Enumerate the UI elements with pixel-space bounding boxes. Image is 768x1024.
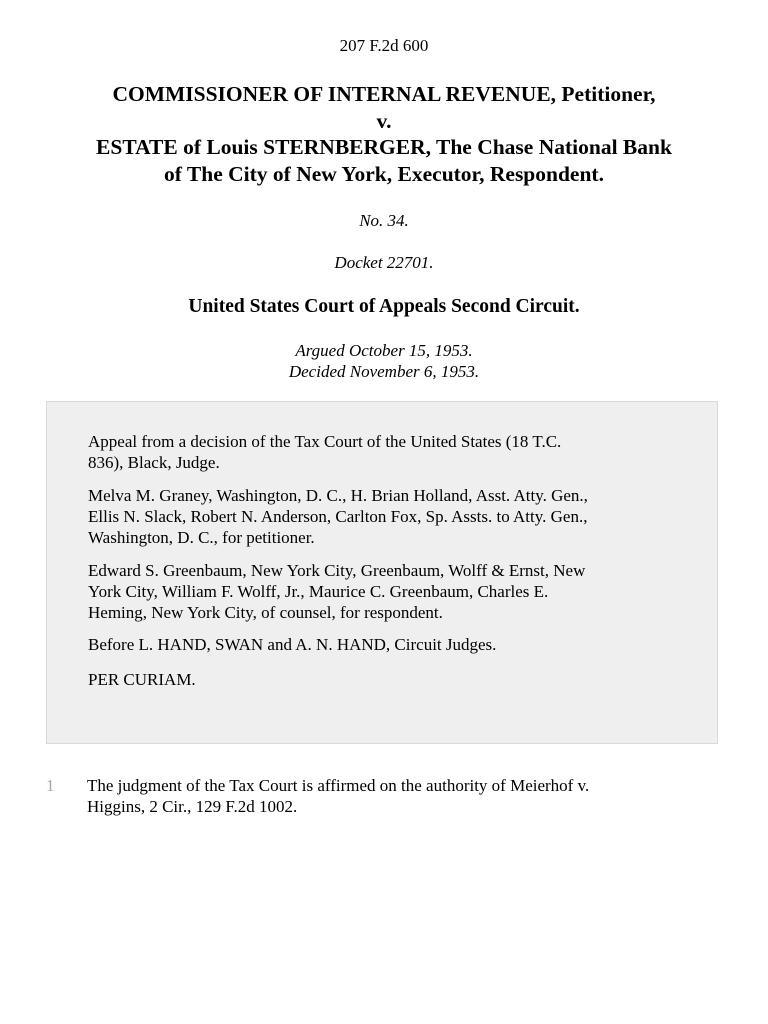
decided-date: Decided November 6, 1953. [288, 362, 480, 381]
syllabus-box [46, 401, 718, 744]
paragraph-text: The judgment of the Tax Court is affirmed on the authority of Meierhof v. Higgins, 2 Cir., 129 F.2d 1002. [87, 776, 590, 816]
paragraph-number: 1 [46, 776, 55, 795]
case-citation: 207 F.2d 600 [339, 36, 429, 55]
per-curiam-label: PER CURIAM. [88, 670, 196, 689]
case-number: No. 34. [359, 211, 409, 230]
versus-line: v. [376, 108, 392, 133]
respondent-line-2: of The City of New York, Executor, Respondent. [164, 161, 604, 186]
respondent-counsel-paragraph: Edward S. Greenbaum, New York City, Greenbaum, Wolff & Ernst, New York City, William F. Wolff, Jr., Maurice C. Greenbaum, Charles E. Heming, New York City, of counsel, for respondent. [88, 561, 586, 622]
argued-date: Argued October 15, 1953. [295, 341, 473, 360]
case-title [20, 81, 748, 187]
judges-paragraph: Before L. HAND, SWAN and A. N. HAND, Circuit Judges. [88, 635, 497, 654]
respondent-line-1: ESTATE of Louis STERNBERGER, The Chase National Bank [96, 135, 672, 159]
petitioner-counsel-paragraph: Melva M. Graney, Washington, D. C., H. Brian Holland, Asst. Atty. Gen., Ellis N. Slack, Robert N. Anderson, Carlton Fox, Sp. Assts. to Atty. Gen., Washington, D. C., for petitioner. [88, 486, 588, 547]
case-dates [0, 340, 768, 382]
docket-number: Docket 22701. [334, 253, 434, 272]
petitioner-line: COMMISSIONER OF INTERNAL REVENUE, Petitioner, [112, 82, 656, 106]
appeal-paragraph: Appeal from a decision of the Tax Court of the United States (18 T.C. 836), Black, Judge. [88, 432, 562, 472]
court-name: United States Court of Appeals Second Circuit. [188, 296, 580, 317]
